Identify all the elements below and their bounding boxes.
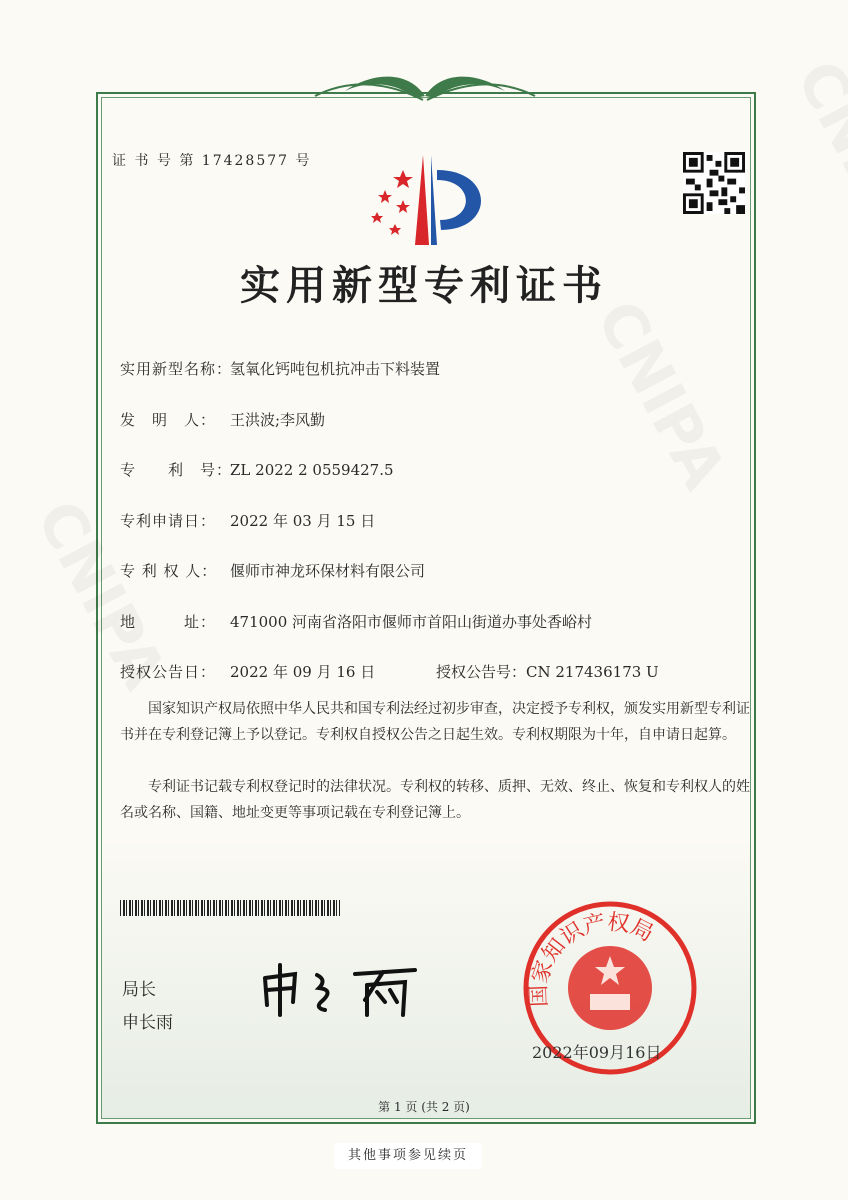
body-paragraph: 国家知识产权局依照中华人民共和国专利法经过初步审查，决定授予专利权，颁发实用新型专利证书并在专利登记簿上予以登记。专利权自授权公告之日起生效。专利权期限为十年，自申请日起算。 xyxy=(120,701,750,743)
field-inventors: 发 明 人： 王洪波;李风勤 xyxy=(120,411,326,429)
body-paragraph: 专利证书记载专利权登记时的法律状况。专利权的转移、质押、无效、终止、恢复和专利权人的姓名或名称、国籍、地址变更等事项记载在专利登记簿上。 xyxy=(120,779,750,821)
watermark xyxy=(783,50,848,261)
page-indicator: 第 1 页 (共 2 页) xyxy=(378,1100,470,1114)
seal-text: 国家知识产权局 xyxy=(526,910,658,1008)
director-title: 局长 xyxy=(122,980,156,1000)
field-patent-number: 专 利 号：ZL 2022 2 0559427.5 xyxy=(120,461,394,479)
qr-code-icon xyxy=(683,152,745,214)
cnipa-logo-icon xyxy=(365,150,490,250)
seal-date: 2022年09月16日 xyxy=(532,1043,662,1062)
field-utility-model-name: 实用新型名称：氢氧化钙吨包机抗冲击下料装置 xyxy=(120,360,441,378)
barcode xyxy=(120,900,340,916)
field-patentee: 专 利 权 人： 偃师市神龙环保材料有限公司 xyxy=(120,562,426,580)
certificate-number: 证 书 号 第 17428577 号 xyxy=(112,153,312,169)
signature xyxy=(255,960,440,1020)
field-grant-date: 授权公告日： 2022 年 09 月 16 日 xyxy=(120,663,376,681)
field-announcement-number: 授权公告号：CN 217436173 U xyxy=(436,663,659,681)
page-title: 实用新型专利证书 xyxy=(240,263,608,309)
director-name: 申长雨 xyxy=(122,1013,173,1033)
field-address: 地 址： 471000 河南省洛阳市偃师市首阳山街道办事处香峪村 xyxy=(120,613,593,631)
ornament-icon xyxy=(305,66,545,106)
continuation-note: 其他事项参见续页 xyxy=(334,1143,482,1169)
field-application-date: 专利申请日： 2022 年 03 月 15 日 xyxy=(120,512,376,530)
